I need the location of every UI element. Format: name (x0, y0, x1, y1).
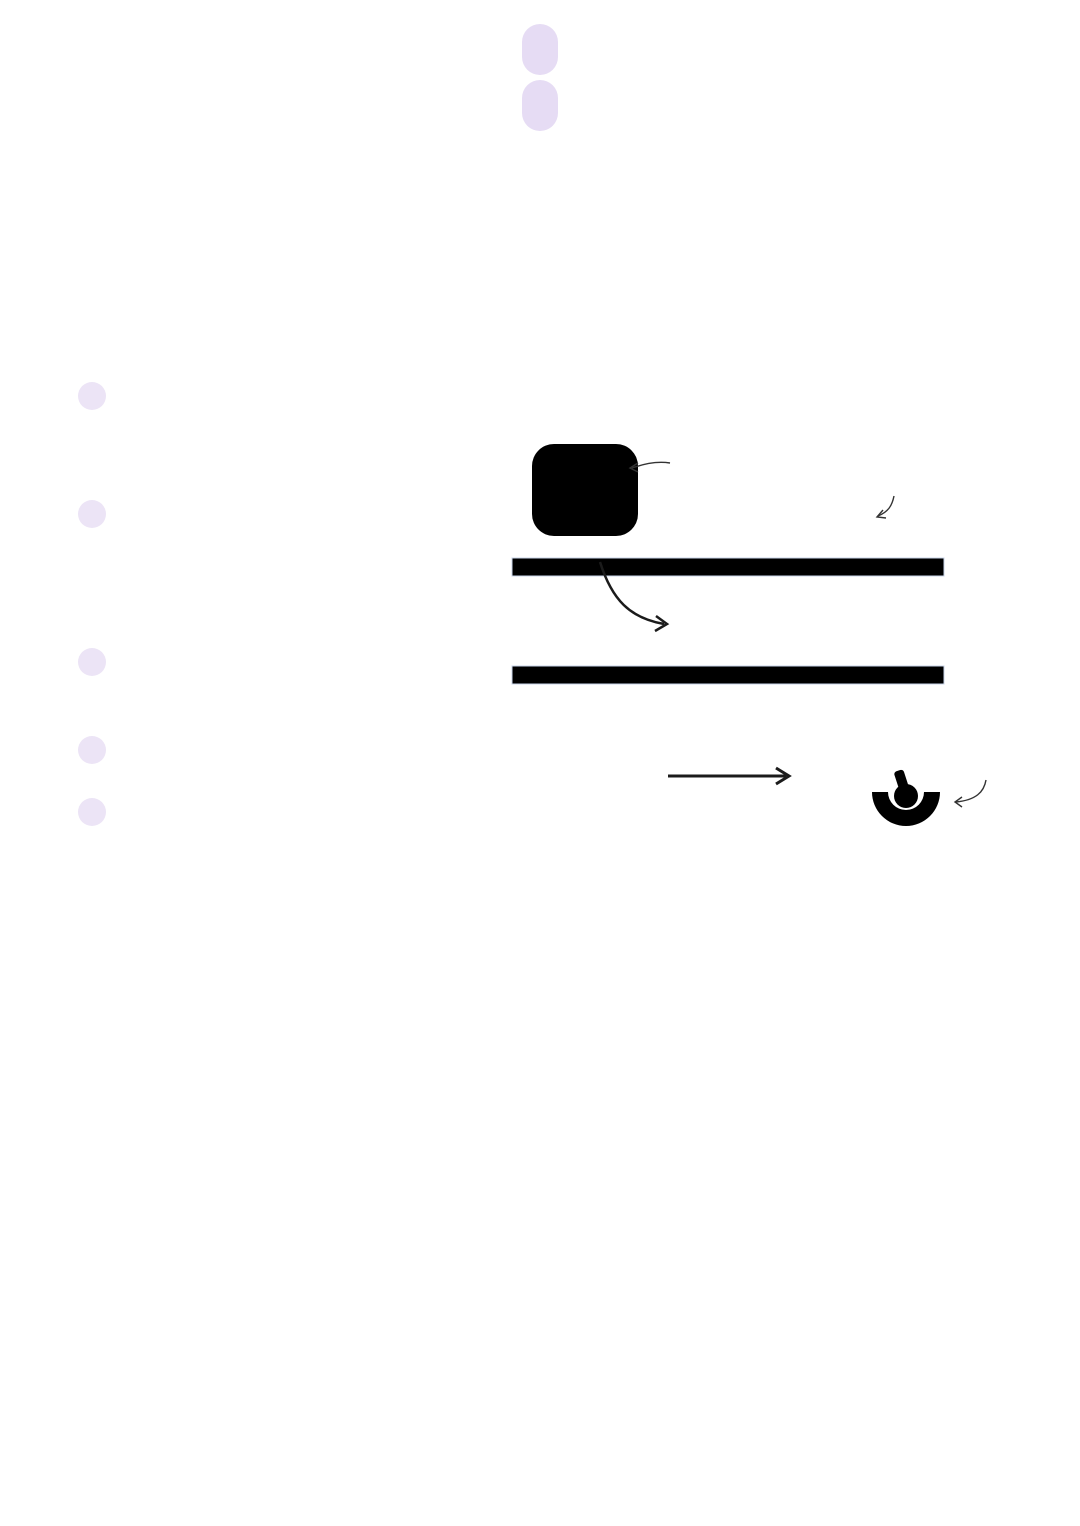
step-5 (78, 798, 112, 833)
step-1 (78, 382, 112, 417)
rna-polymerase-shape (532, 444, 638, 536)
dna-backbone-bottom (512, 666, 944, 684)
dna-backbone-top (512, 558, 944, 576)
step-number (78, 382, 106, 410)
step-2 (78, 500, 112, 535)
step-3 (78, 648, 112, 683)
step-number (78, 798, 106, 826)
title-text-1 (522, 24, 558, 75)
step-number (78, 648, 106, 676)
title-text-2 (522, 80, 558, 131)
enzyme-bound-methyl-icon (894, 784, 918, 808)
page-title-line-1 (0, 22, 1080, 78)
step-4 (78, 736, 112, 771)
step-number (78, 500, 106, 528)
page-title-line-2 (0, 78, 1080, 134)
step-number (78, 736, 106, 764)
dna-methylation-diagram (500, 430, 1080, 850)
